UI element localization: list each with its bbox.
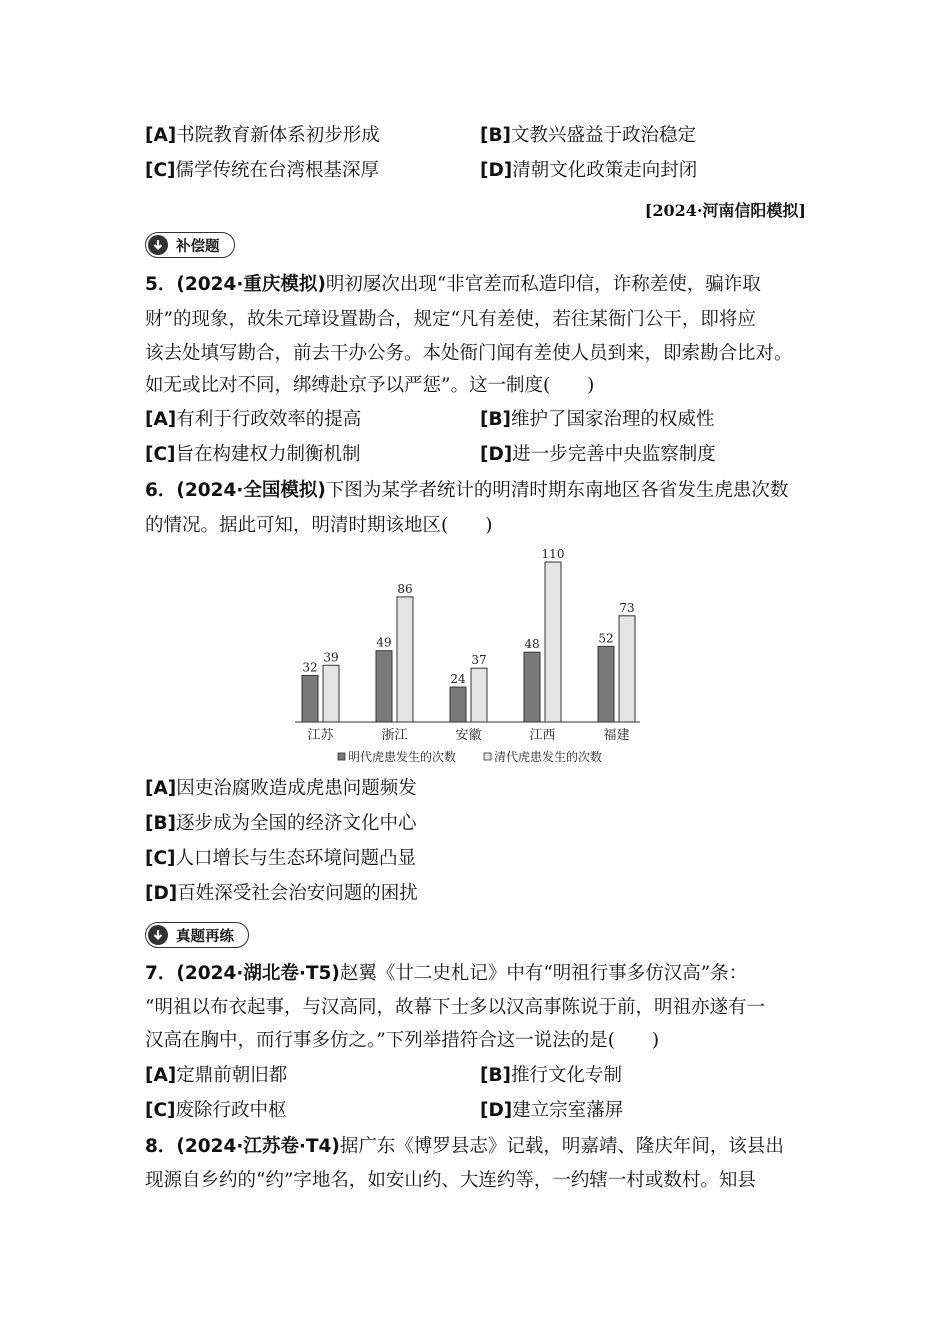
data-label: 52 [598,631,614,646]
option-d: [D]建立宗室藩屏 [480,1100,624,1121]
option-b: [B]推行文化专制 [480,1065,623,1086]
bar [545,562,561,722]
data-label: 49 [376,635,392,650]
option-c: [C]人口增长与生态环境问题凸显 [145,848,417,869]
section-tag-real-exam [145,922,249,948]
q5-line-3: 该去处填写勘合，前去干办公务。本处衙门闻有差使人员到来，即索勘合比对。 [145,343,793,364]
data-label: 73 [619,600,635,615]
option-c: [C]废除行政中枢 [145,1100,287,1121]
data-label: 24 [450,672,466,687]
q5-line-4: 如无或比对不同，绑缚赴京予以严惩”。这一制度( ) [145,375,595,396]
bar [450,687,466,722]
option-d: [D]百姓深受社会治安问题的困扰 [145,883,418,904]
x-tick-label: 福建 [603,728,630,743]
option-b: [B]逐步成为全国的经济文化中心 [145,813,417,834]
q7-line-3: 汉高在胸中，而行事多仿之。”下列举措符合这一说法的是( ) [145,1030,660,1051]
data-label: 32 [302,660,318,675]
q4-source: [2024·河南信阳模拟] [644,201,806,220]
arrow-down-icon [148,235,168,255]
bar [397,597,413,722]
option-c: [C]儒学传统在台湾根基深厚 [145,160,380,181]
option-b: [B]文教兴盛益于政治稳定 [480,125,697,146]
option-d: [D]清朝文化政策走向封闭 [480,160,698,181]
bar-chart [290,545,650,775]
option-a: [A]因吏治腐败造成虎患问题频发 [145,778,417,799]
bar [302,675,318,722]
x-tick-label: 江苏 [307,728,334,743]
option-a: [A]有利于行政效率的提高 [145,409,362,430]
q8-line-1: 8．(2024·江苏卷·T4)据广东《博罗县志》记载，明嘉靖、隆庆年间，该县出 [145,1136,784,1157]
x-tick-label: 安徽 [455,728,482,743]
q5-line-2: 财”的现象，故朱元璋设置勘合，规定“凡有差使，若往某衙门公干，即将应 [145,309,756,330]
data-label: 37 [471,653,487,668]
bar [323,665,339,722]
data-label: 48 [524,637,540,652]
legend-swatch [484,753,491,760]
data-label: 86 [397,581,413,596]
bar [598,646,614,722]
legend-swatch [338,753,345,760]
q6-line-2: 的情况。据此可知，明清时期该地区( ) [145,515,493,536]
data-label: 110 [541,547,565,561]
option-b: [B]维护了国家治理的权威性 [480,409,715,430]
q5-line-1: 5．(2024·重庆模拟)明初屡次出现“非官差而私造印信，诈称差使，骗诈取 [145,274,761,295]
bar [471,668,487,722]
data-label: 39 [323,650,339,665]
bar [524,652,540,722]
section-tag-supplementary [145,232,235,258]
q7-line-1: 7．(2024·湖北卷·T5)赵翼《廿二史札记》中有“明祖行事多仿汉高”条： [145,963,748,984]
option-d: [D]进一步完善中央监察制度 [480,444,716,465]
legend-label: 明代虎患发生的次数 [348,750,457,764]
x-tick-label: 浙江 [381,728,408,743]
section-tag-label: 补偿题 [176,238,220,255]
bar [376,651,392,722]
option-a: [A]定鼎前朝旧都 [145,1065,288,1086]
bar [619,616,635,722]
q6-line-1: 6．(2024·全国模拟)下图为某学者统计的明清时期东南地区各省发生虎患次数 [145,480,789,501]
option-c: [C]旨在构建权力制衡机制 [145,444,361,465]
section-tag-label: 真题再练 [176,928,234,945]
option-a: [A]书院教育新体系初步形成 [145,125,380,146]
q7-line-2: “明祖以布衣起事，与汉高同，故幕下士多以汉高事陈说于前，明祖亦遂有一 [145,997,765,1018]
legend-label: 清代虎患发生的次数 [494,750,603,764]
arrow-down-icon [148,925,168,945]
q8-line-2: 现源自乡约的“约”字地名，如安山约、大连约等，一约辖一村或数村。知县 [145,1170,756,1191]
x-tick-label: 江西 [529,728,556,743]
